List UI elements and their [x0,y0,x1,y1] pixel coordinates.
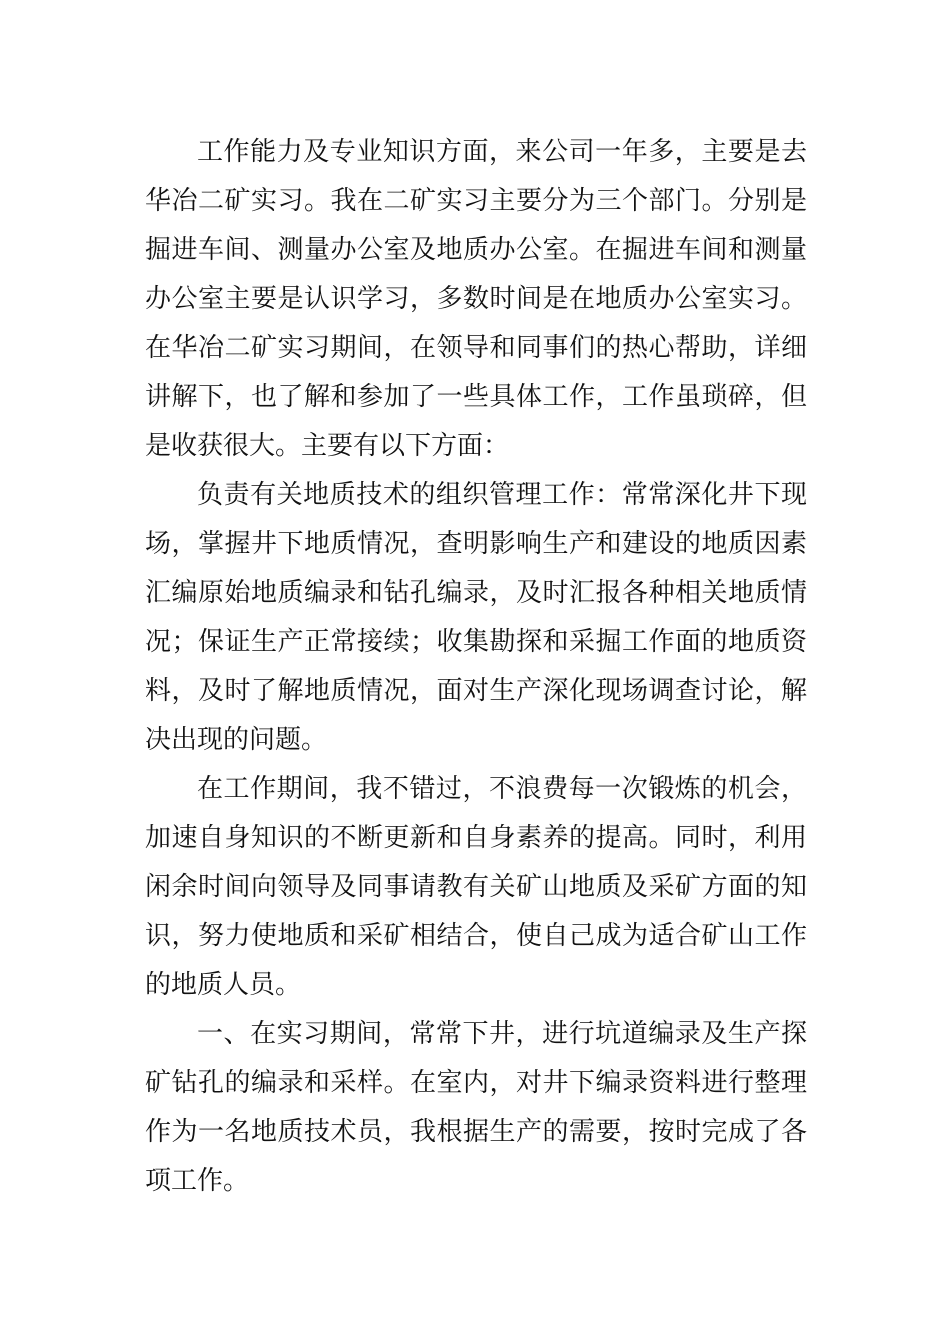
text-line: 工作能力及专业知识方面，来公司一年多，主要是去 [197,137,807,167]
paragraph-1 [145,128,807,471]
text-line: 矿钻孔的编录和采样。在室内，对井下编录资料进行整理 [145,1068,807,1098]
text-line: 掘进车间、测量办公室及地质办公室。在掘进车间和测量 [145,235,807,265]
text-line: 一、在实习期间，常常下井，进行坑道编录及生产探 [197,1019,807,1049]
paragraph-2 [145,471,807,765]
text-line: 华冶二矿实习。我在二矿实习主要分为三个部门。分别是 [145,186,807,216]
text-line: 负责有关地质技术的组织管理工作：常常深化井下现 [197,480,807,510]
text-line: 是收获很大。主要有以下方面： [145,431,510,461]
text-line: 加速自身知识的不断更新和自身素养的提高。同时，利用 [145,823,807,853]
paragraph-4 [145,1010,807,1206]
document-page [145,128,807,1206]
paragraph-3 [145,765,807,1010]
text-line: 料，及时了解地质情况，面对生产深化现场调查讨论，解 [145,676,807,706]
text-line: 场，掌握井下地质情况，查明影响生产和建设的地质因素 [145,529,807,559]
text-line: 讲解下，也了解和参加了一些具体工作，工作虽琐碎，但 [145,382,807,412]
text-line: 作为一名地质技术员，我根据生产的需要，按时完成了各 [145,1117,807,1147]
text-line: 决出现的问题。 [145,725,328,755]
text-line: 识，努力使地质和采矿相结合，使自己成为适合矿山工作 [145,921,807,951]
text-line: 项工作。 [145,1166,250,1196]
text-line: 在华冶二矿实习期间，在领导和同事们的热心帮助，详细 [145,333,807,363]
text-line: 在工作期间，我不错过，不浪费每一次锻炼的机会， [197,774,807,804]
text-line: 的地质人员。 [145,970,302,1000]
text-line: 况；保证生产正常接续；收集勘探和采掘工作面的地质资 [145,627,807,657]
text-line: 办公室主要是认识学习，多数时间是在地质办公室实习。 [145,284,807,314]
text-line: 汇编原始地质编录和钻孔编录，及时汇报各种相关地质情 [145,578,807,608]
text-line: 闲余时间向领导及同事请教有关矿山地质及采矿方面的知 [145,872,807,902]
